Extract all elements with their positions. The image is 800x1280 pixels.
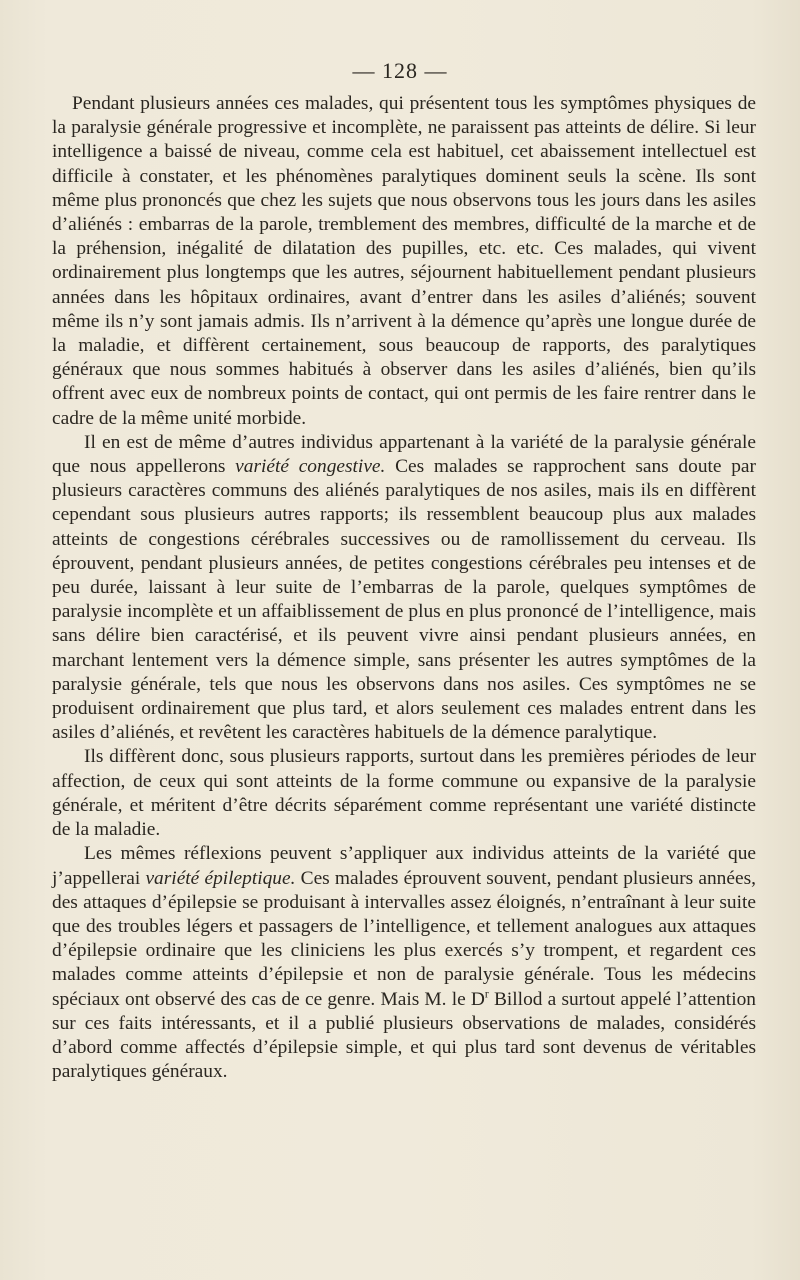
paragraph-text: Ces malades se rapprochent sans doute par plusieurs caractères communs des aliénés paralytiques de nos asiles, mais ils en diffèrent cependant sous plusieurs autres rapports; ils ressemblent beaucoup plus aux malades atteints de congestions cérébrales successives ou de ramollissement du cerveau. Ils éprouvent, pendant plusieurs années, de petites congestions cérébrales peu intenses et de peu durée, laissant à leur suite de l’embarras de la parole, quelques symptômes de paralysie incomplète et un affaiblissement de plus en plus prononcé de l’intelligence, mais sans délire bien caractérisé, et ils peuvent vivre ainsi pendant plusieurs années, en marchant lentement vers la démence simple, sans présenter les autres symptômes de la paralysie générale, tels que nous les observons dans nos asiles. Ces symptômes ne se produisent ordinairement que plus tard, et alors seulement ces malades entrent dans les asiles d’aliénés, et revêtent les caractères habituels de la démence paralytique. <box>52 456 756 744</box>
paragraph-text: Il en est de même d’autres individus appartenant à la variété de la paralysie générale que nous appellerons <box>52 431 756 478</box>
paragraph <box>52 745 756 842</box>
paragraph <box>52 842 756 1084</box>
paragraph-text: Ils diffèrent donc, sous plusieurs rapports, surtout dans les premières périodes de leur affection, de ceux qui sont atteints de la forme commune ou expansive de la paralysie générale, et méritent d’être décrits séparément comme représentant une variété distincte de la maladie. <box>52 746 756 841</box>
paragraph-text: Ces malades éprouvent souvent, pendant plusieurs années, des attaques d’épilepsie se produisant à intervalles assez éloignés, n’entraînant à leur suite que des troubles légers et passagers de l’intelligence, et tellement analogues aux attaques d’épilepsie ordinaire que les cliniciens les plus exercés s’y trompent, et regardent ces malades comme atteints d’épilepsie et non de paralysie générale. Tous les médecins spéciaux ont observé des cas de ce genre. Mais M. le D <box>52 867 756 1010</box>
paragraph-text: Les mêmes réflexions peuvent s’appliquer aux individus atteints de la variété que j’appellerai <box>52 843 756 889</box>
italic-term: variété congestive. <box>235 456 386 478</box>
body-text <box>52 92 756 1084</box>
paragraph <box>52 92 756 431</box>
superscript: r <box>484 987 489 1001</box>
italic-term: variété épileptique. <box>145 867 296 889</box>
paragraph-text: Billod a surtout appelé l’attention sur ces faits intéressants, et il a publié plusieurs observations de malades, considérés d’abord comme affectés d’épilepsie simple, et qui plus tard sont devenus de véritables paralytiques généraux. <box>52 988 756 1083</box>
page-number: — 128 — <box>352 58 448 83</box>
paragraph <box>52 431 756 746</box>
paragraph-text: Pendant plusieurs années ces malades, qui présentent tous les symptômes physiques de la paralysie générale progressive et incomplète, ne paraissent pas atteints de délire. Si leur intelligence a baissé de niveau, comme cela est habituel, cet abaissement intellectuel est difficile à constater, et les phénomènes paralytiques dominent seuls la scène. Ils sont même plus prononcés que chez les sujets que nous observons tous les jours dans les asiles d’aliénés : embarras de la parole, tremblement des membres, difficulté de la marche et de la préhension, inégalité de dilatation des pupilles, etc. etc. Ces malades, qui vivent ordinairement plus longtemps que les autres, séjournent habituellement pendant plusieurs années dans les hôpitaux ordinaires, avant d’entrer dans les asiles d’aliénés; souvent même ils n’y sont jamais admis. Ils n’arrivent à la démence qu’après une longue durée de la maladie, et diffèrent certainement, sous beaucoup de rapports, des paralytiques généraux que nous sommes habitués à observer dans les asiles d’aliénés, bien qu’ils offrent avec eux de nombreux points de contact, qui ont permis de les faire rentrer dans le cadre de la même unité morbide. <box>52 93 756 429</box>
